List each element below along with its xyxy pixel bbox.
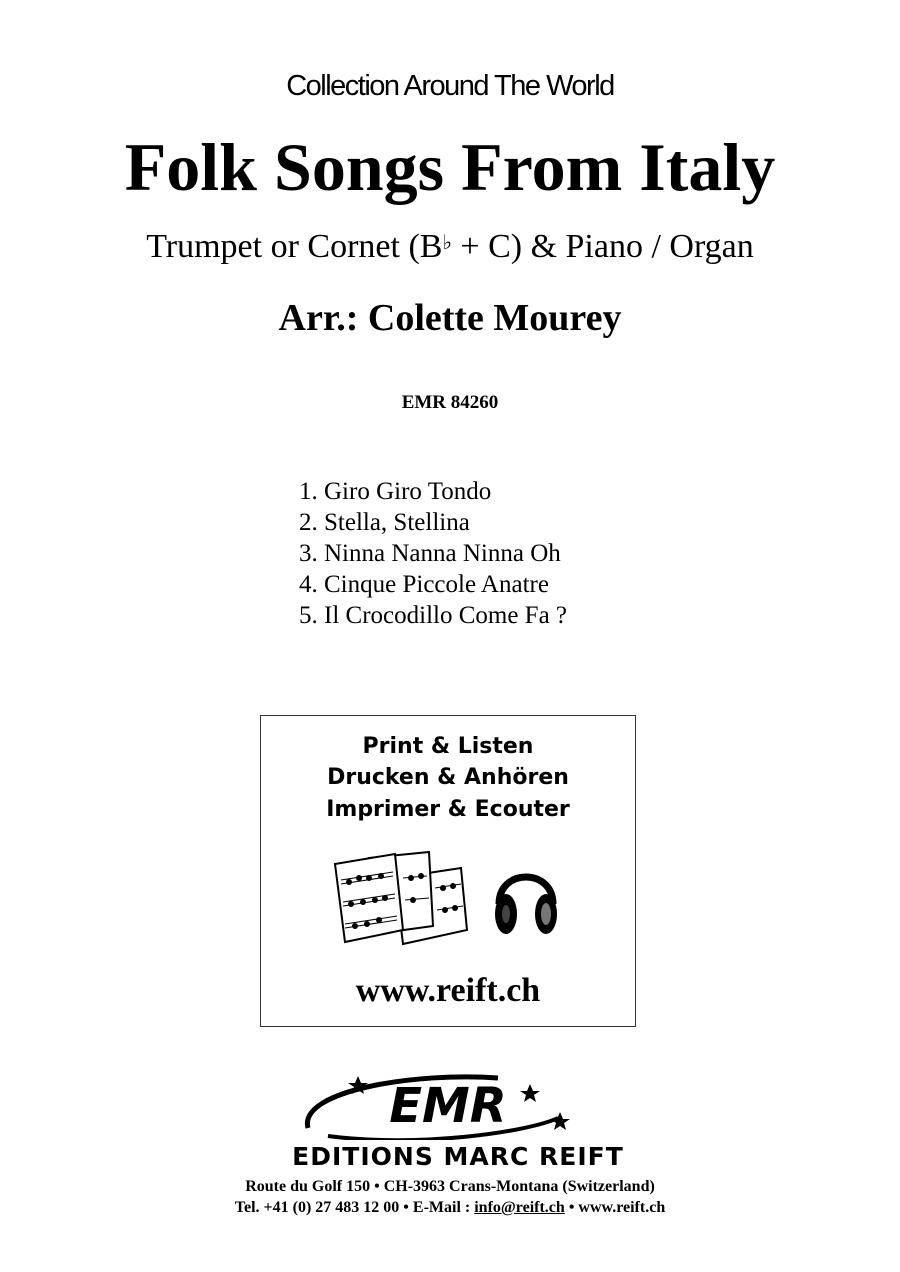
song-item: 2. Stella, Stellina (299, 509, 470, 536)
publisher-name: EDITIONS MARC REIFT (292, 1142, 624, 1171)
catalog-code: EMR 84260 (401, 392, 499, 413)
instrumentation-suffix: + C) & Piano / Organ (451, 228, 754, 265)
series-title: Collection Around The World (286, 70, 614, 102)
promo-line-en: Print & Listen (362, 734, 534, 759)
publisher-contact (0, 1199, 900, 1217)
instrumentation-prefix: Trumpet or Cornet (B (146, 228, 443, 265)
promo-line-fr: Imprimer & Ecouter (326, 797, 570, 822)
tel-text: Tel. +41 (0) 27 483 12 00 • E-Mail : (234, 1199, 475, 1216)
publisher-address: Route du Golf 150 • CH-3963 Crans-Montana (Switzerland) (245, 1178, 655, 1195)
print-listen-box (260, 715, 636, 1027)
flat-sign: ♭ (442, 232, 452, 254)
web-text: • www.reift.ch (564, 1199, 666, 1216)
page-title: Folk Songs From Italy (124, 129, 776, 205)
svg-text:EMR: EMR (389, 1078, 507, 1134)
song-item: 1. Giro Giro Tondo (299, 478, 492, 505)
instrumentation (0, 228, 900, 266)
sheet-music-icon (333, 848, 471, 948)
emr-logo-mark (298, 1070, 588, 1140)
arranger: Arr.: Colette Mourey (278, 297, 622, 339)
song-item: 5. Il Crocodillo Come Fa ? (299, 602, 568, 629)
song-item: 4. Cinque Piccole Anatre (299, 571, 549, 598)
email-link[interactable]: info@reift.ch (474, 1199, 565, 1216)
promo-website[interactable]: www.reift.ch (355, 972, 541, 1009)
promo-line-de: Drucken & Anhören (327, 765, 569, 790)
song-item: 3. Ninna Nanna Ninna Oh (299, 540, 561, 567)
song-list (299, 476, 567, 631)
headphones-icon (491, 856, 561, 940)
emr-logo (238, 1070, 678, 1170)
